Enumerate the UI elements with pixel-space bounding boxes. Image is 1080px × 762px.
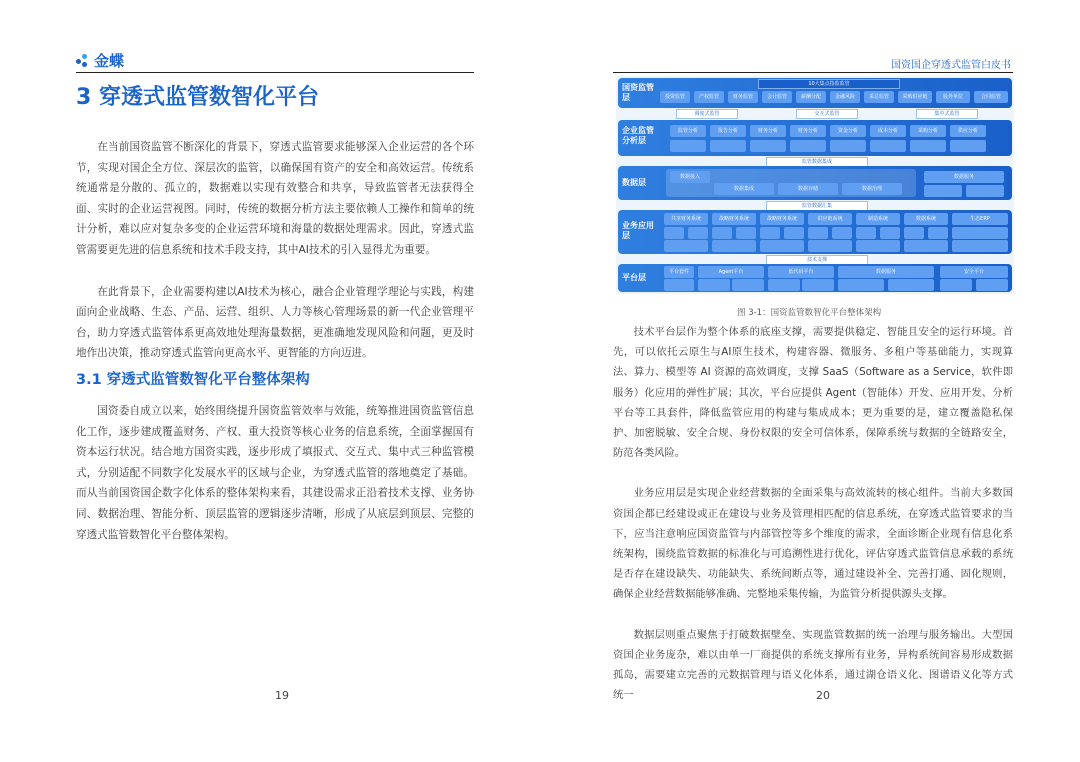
chip: [750, 140, 786, 152]
running-header: 国资国企穿透式监管白皮书: [891, 60, 1011, 71]
chip: [838, 279, 884, 291]
chip: 数据服务: [924, 171, 1004, 183]
chip: [904, 240, 948, 252]
band-label: 监管数据集成: [766, 157, 868, 167]
paragraph: 业务应用层是实现企业经营数据的全面采集与高效流转的核心组件。当前大多数国资国企都已经建设或正在建设与业务及管理相匹配的信息系统，在穿透式监管要求的当下，应当注意响应国资监管与内部管控等多个维度的需求，全面诊断企业现有信息化系统架构，围绕监管数据的标准化与可追溯性进行优化，评估穿透式监管信息承载的系统是否存在建设缺失、功能缺失、系统间断点等，通过建设补全、完善打通、固化规则，确保企业经营数据能够准确、完整地采集传输，为监管分析提供源头支撑。: [613, 487, 1013, 601]
chip: 采总监管: [864, 91, 894, 103]
figure-caption: 图 3-1：国资监管数智化平台整体架构: [737, 308, 882, 318]
page-number: 19: [275, 689, 289, 702]
chip: [732, 279, 764, 291]
band-label: 调度式监管: [676, 109, 738, 119]
chip: 会计监管: [762, 91, 792, 103]
logo-icon: [76, 54, 90, 68]
chip: 产权监管: [694, 91, 724, 103]
chip: 投资监管: [660, 91, 690, 103]
band-label: 交互式监管: [796, 109, 858, 119]
layer-label: 业务应用层: [622, 221, 654, 240]
chip: [952, 240, 1008, 252]
chip: 采购供应链: [898, 91, 932, 103]
layer-data: [618, 166, 1012, 200]
chip: [950, 140, 986, 152]
architecture-diagram: [616, 76, 1014, 294]
layer-label: 企业监管分析层: [622, 126, 654, 145]
chip: [664, 240, 708, 252]
layer-label: 平台层: [622, 273, 646, 282]
chip: [790, 140, 826, 152]
chip: 合同监管: [974, 91, 1008, 103]
chip: [664, 227, 684, 239]
chip: [966, 185, 1004, 197]
chip: 财务分析: [750, 125, 786, 137]
chip: 采购分析: [910, 125, 946, 137]
layer-application: [618, 210, 1012, 254]
layer-label: 国资监管层: [622, 83, 654, 102]
chip: [976, 279, 1008, 291]
chip: 财务分析: [790, 125, 826, 137]
chip: [856, 227, 876, 239]
chip: 数据接入: [670, 171, 710, 183]
chip: [870, 140, 906, 152]
chip: 战略财务系统: [760, 213, 804, 225]
paragraph: 数据层则重点聚焦于打破数据壁垒、实现监管数据的统一治理与服务输出。大型国资国企业务庞杂，难以由单一厂商提供的系统支撑所有业务，异构系统间容易形成数据孤岛，需要建立完善的元数据管理与语义化体系，通过湖仓语义化、图谱语义化等方式统一: [613, 628, 1013, 702]
chip: 战略财务系统: [712, 213, 756, 225]
chip: 监管分析: [670, 125, 706, 137]
chip: [888, 279, 934, 291]
layer-analysis: [618, 120, 1012, 156]
chip: 安全平台: [940, 266, 1008, 278]
chip: [760, 240, 804, 252]
chip: 薪酬分配: [796, 91, 826, 103]
layer-supervision: [618, 78, 1012, 108]
chip: 供应链系统: [808, 213, 852, 225]
band-label: 监管数据汇集: [766, 201, 868, 211]
chip: [664, 279, 694, 291]
section-title: 3.1 穿透式监管数智化平台整体架构: [76, 372, 310, 388]
logo: [76, 50, 124, 71]
logo-text: 金蝶: [94, 52, 125, 70]
chip: [952, 227, 1008, 239]
chip: [784, 227, 804, 239]
page-number: 20: [816, 689, 830, 702]
right-text: [613, 322, 1013, 705]
chip: 报告分析: [710, 125, 746, 137]
paragraph: 技术平台层作为整个体系的底座支撑，需要提供稳定、智能且安全的运行环境。首先，可以依托云原生与AI原生技术，构建容器、微服务、多租户等基础能力，实现算法、算力、模型等 AI 资源的高效调度，支撑 SaaS（Software as a Service，软件即服务）化应用的弹性扩展；其次，平台应提供 Agent（智能体）开发、应用开发、分析平台等工具套件，降低监管应用的构建与集成成本；更为重要的是，建立覆盖隐私保护、加密脱敏、安全合规、身份权限的安全可信体系，保障系统与数据的全链路安全，防范各类风险。: [613, 326, 1013, 460]
chip: 制造系统: [856, 213, 900, 225]
chip: [736, 227, 756, 239]
paragraph: 在此背景下，企业需要构建以AI技术为核心，融合企业管理学理论与实践，构建面向企业战略、生态、产品、运营、组织、人力等核心管理场景的新一代企业管理平台，助力穿透式监管体系更高效地处理海量数据，更准确地发现风险和问题，更及时地作出决策，推动穿透式监管向更高水平、更智能的方向迈进。: [76, 285, 474, 360]
chip: [710, 140, 746, 152]
chip: 股外单位: [936, 91, 970, 103]
intro-text: [76, 137, 474, 364]
layer-label: 数据层: [622, 178, 646, 187]
layer-top-label: 10大集点指监监管: [758, 79, 900, 89]
chip: [670, 140, 706, 152]
chip: [808, 227, 828, 239]
chip: 数据存储: [778, 183, 838, 195]
chip: [698, 279, 730, 291]
chip: 财务监管: [728, 91, 758, 103]
chip: [830, 140, 866, 152]
layer-platform: [618, 264, 1012, 292]
chip: 成本分析: [870, 125, 906, 137]
chip: [940, 279, 972, 291]
chip: [856, 240, 900, 252]
paragraph: 国资委自成立以来，始终围绕提升国资监管效率与效能，统筹推进国资监管信息化工作，逐步建成覆盖财务、产权、重大投资等核心业务的信息系统，全面掌握国有资本运行状况。结合地方国资实践，逐步形成了填报式、交互式、集中式三种监管模式，分别适配不同数字化发展水平的区域与企业，为穿透式监管的落地奠定了基础。而从当前国资国企数字化体系的整体架构来看，其建设需求正沿着技术支撑、业务协同、数据治理、智能分析、顶层监管的逻辑逐步清晰，形成了从底层到顶层、完整的穿透式监管数智化平台整体架构。: [76, 405, 474, 541]
chip: [928, 227, 948, 239]
chip: 供应分析: [950, 125, 986, 137]
chip: 生态ERP: [952, 213, 1008, 225]
chip: [712, 240, 756, 252]
chip: [802, 279, 834, 291]
header-rule: [613, 72, 1013, 73]
chip: [910, 140, 946, 152]
chip: [880, 227, 900, 239]
chip: Agent平台: [698, 266, 764, 278]
chip: 数据服务: [838, 266, 934, 278]
chip: 平台套件: [664, 266, 694, 278]
paragraph: 在当前国资监管不断深化的背景下，穿透式监管要求能够深入企业运营的各个环节，实现对国企全方位、深层次的监管，以确保国有资产的安全和高效运营。传统系统通常是分散的、孤立的，数据难以实现有效整合和共享，导致监管者无法获得全面、实时的企业运营视图。同时，传统的数据分析方法主要依赖人工操作和简单的统计分析，难以应对复杂多变的企业运营环境和海量的数据处理需求。因此，穿透式监管需要更先进的信息系统和技术手段支持，其中AI技术的引入显得尤为重要。: [76, 141, 474, 256]
chip: [904, 227, 924, 239]
band-label: 集中式监管: [916, 109, 978, 119]
header-rule: [76, 72, 474, 73]
chip: 数据治理: [842, 183, 902, 195]
section-text: [76, 401, 474, 545]
chip: 数据集成: [714, 183, 774, 195]
chip: 数据系统: [904, 213, 948, 225]
chip: [832, 227, 852, 239]
chip: [924, 185, 962, 197]
chapter-title: 3 穿透式监管数智化平台: [76, 85, 319, 110]
chip: 低代码平台: [768, 266, 834, 278]
chip: 共享财务系统: [664, 213, 708, 225]
chip: [808, 240, 852, 252]
chip: 金融风险: [830, 91, 860, 103]
chip: [688, 227, 708, 239]
band-label: 技术支撑: [766, 255, 868, 265]
chip: 资金分析: [830, 125, 866, 137]
chip: [768, 279, 800, 291]
chip: [760, 227, 780, 239]
chip: [712, 227, 732, 239]
